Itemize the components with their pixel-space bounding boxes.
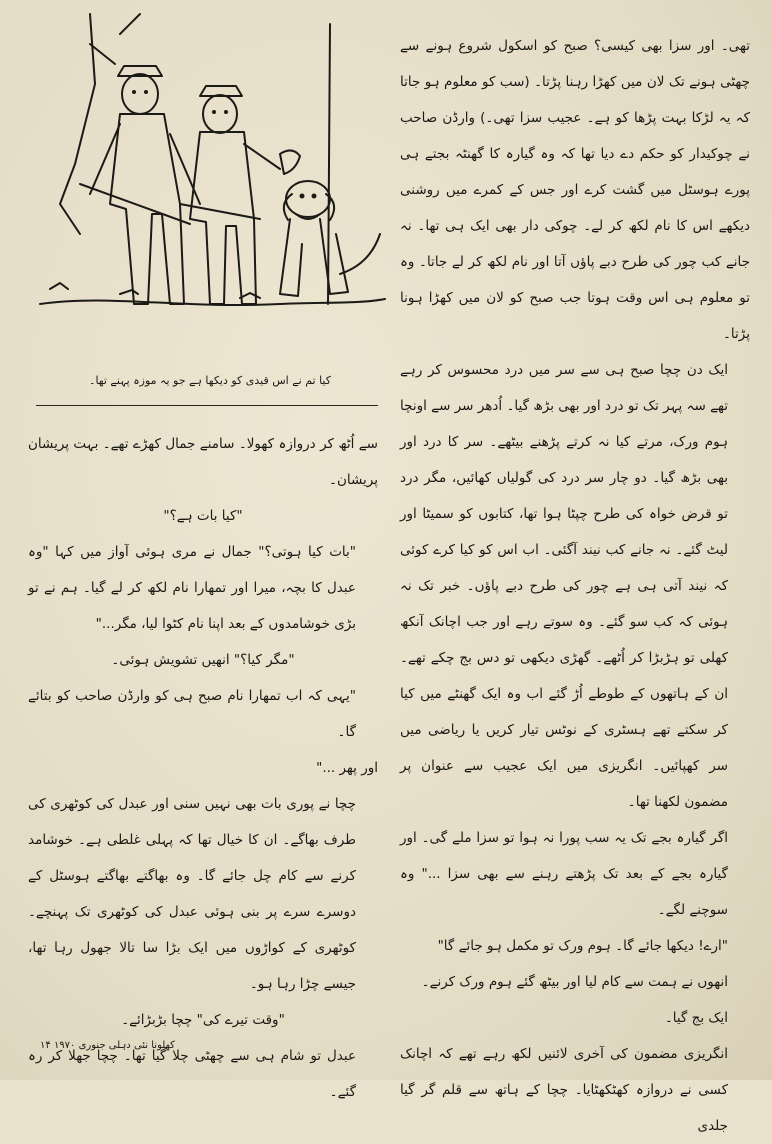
paragraph: اگر گیارہ بجے تک یہ سب پورا نہ ہوا تو سزا ملے گی۔ اور گیارہ بجے کے بعد تک پڑھتے رہنے سے بھی سزا ..." وہ سوچنے لگے۔ xyxy=(400,830,728,918)
page-footer xyxy=(40,1040,220,1051)
paragraph: تھی۔ اور سزا بھی کیسی؟ صبح کو اسکول شروع ہونے سے چھٹی ہونے تک لان میں کھڑا رہنا پڑتا۔ (سب کو معلوم ہو جاتا کہ یہ لڑکا بہت پڑھا کو ہے۔ عجیب سزا تھی۔) وارڈن صاحب نے چوکیدار کو حکم دے دیا تھا کہ وہ گیارہ کا گھنٹہ بجتے ہی پورے ہوسٹل میں گشت کرے اور جس کے کمرے میں روشنی دیکھے اس کا نام لکھ کر لے۔ چوکی دار بھی ایک ہی تھا۔ نہ جانے کب چور کی طرح دبے پاؤں آتا اور نام لکھ کر لے جاتا۔ وہ تو معلوم ہی اس وقت ہوتا جب صبح کو لان میں کھڑا ہونا پڑتا۔ xyxy=(400,38,750,342)
paragraph: اور پھر ..." xyxy=(316,760,378,776)
left-column xyxy=(28,426,378,1110)
dialogue-line: "کیا بات ہے؟" xyxy=(163,508,243,524)
paragraph: سے اُٹھ کر دروازہ کھولا۔ سامنے جمال کھڑے تھے۔ بہت پریشان پریشان۔ xyxy=(28,436,378,488)
paragraph: "بات کیا ہوتی؟" جمال نے مری ہوئی آواز میں کہا "وہ عبدل کا بچہ، میرا اور تمھارا نام لکھ کر لے گیا۔ ہم نے تو بڑی خوشامدوں کے بعد اپنا نام کٹوا لیا، مگر..." xyxy=(28,544,356,632)
paragraph: انگریزی مضمون کی آخری لائنیں لکھ رہے تھے کہ اچانک کسی نے دروازہ کھٹکھٹایا۔ چچا کے ہاتھ سے قلم گر گیا جلدی xyxy=(400,1046,728,1134)
paragraph: "یہی کہ اب تمھارا نام صبح ہی کو وارڈن صاحب کو بتائے گا۔ xyxy=(28,688,356,740)
paragraph: عبدل تو شام ہی سے چھٹی چلا گیا تھا۔ چچا جھلا کر رہ گئے۔ xyxy=(28,1048,356,1100)
divider-line xyxy=(36,405,378,406)
paragraph: ایک دن چچا صبح ہی سے سر میں درد محسوس کر رہے تھے سہ پہر تک تو درد اور بھی بڑھ گیا۔ اُدھر سر سے اونچا ہوم ورک، مرتے کیا نہ کرتے پڑھنے بیٹھے۔ سر کا درد اور بھی بڑھ گیا۔ دو چار سر درد کی گولیاں کھائیں، مگر درد تو قرض خواہ کی طرح چپٹا ہوا تھا، کتابوں کو سمیٹا اور لیٹ گئے۔ نہ جانے کب نیند آگئی۔ اب اس کو کیا کرے کوئی کہ نیند آتی ہی ہے چور کی طرح دبے پاؤں۔ خبر تک نہ ہوئی کہ کب سو گئے۔ وہ سوتے رہے اور جب اچانک آنکھ کھلی تو ہڑبڑا کر اُٹھے۔ گھڑی دیکھی تو دس بج چکے تھے۔ ان کے ہاتھوں کے طوطے اُڑ گئے اب وہ ایک گھنٹے میں کیا کر سکتے تھے ہسٹری کے نوٹس تیار کریں یا ریاضی میں سر کھپائیں۔ انگریزی میں ایک عجیب سے عنوان پر مضمون لکھنا تھا۔ xyxy=(400,362,728,810)
dialogue-line: "وقت تیرے کی" چچا بڑبڑائے۔ xyxy=(121,1012,285,1028)
right-column xyxy=(400,28,750,1144)
dialogue-line: "مگر کیا؟" انھیں تشویش ہوئی۔ xyxy=(111,652,295,668)
paragraph: چچا نے پوری بات بھی نہیں سنی اور عبدل کی کوٹھری کی طرف بھاگے۔ ان کا خیال تھا کہ پہلی غلطی ہے۔ خوشامد کرنے سے کام چل جائے گا۔ وہ بھاگتے بھاگتے ہوسٹل کے دوسرے سرے پر بنی ہوئی عبدل کی کوٹھری تک پہنچے۔ کوٹھری کے کواڑوں میں ایک بڑا سا تالا جھول رہا تھا، جیسے چڑا رہا ہو۔ xyxy=(28,796,356,992)
illustration-caption: کیا تم نے اس قیدی کو دیکھا ہے جو یہ موزہ پہنے تھا۔ xyxy=(89,374,331,387)
cartoon-illustration xyxy=(30,4,390,344)
paragraph: ایک بج گیا۔ xyxy=(664,1010,728,1026)
paragraph: "ارے! دیکھا جائے گا۔ ہوم ورک تو مکمل ہو جائے گا" xyxy=(437,938,728,954)
paragraph: انھوں نے ہمت سے کام لیا اور بیٹھ گئے ہوم ورک کرنے۔ xyxy=(421,974,728,990)
page-number: ۱۴ xyxy=(40,1040,51,1051)
issue-label: کھلونا نئی دہلی جنوری ۱۹۷۰ xyxy=(53,1040,175,1051)
